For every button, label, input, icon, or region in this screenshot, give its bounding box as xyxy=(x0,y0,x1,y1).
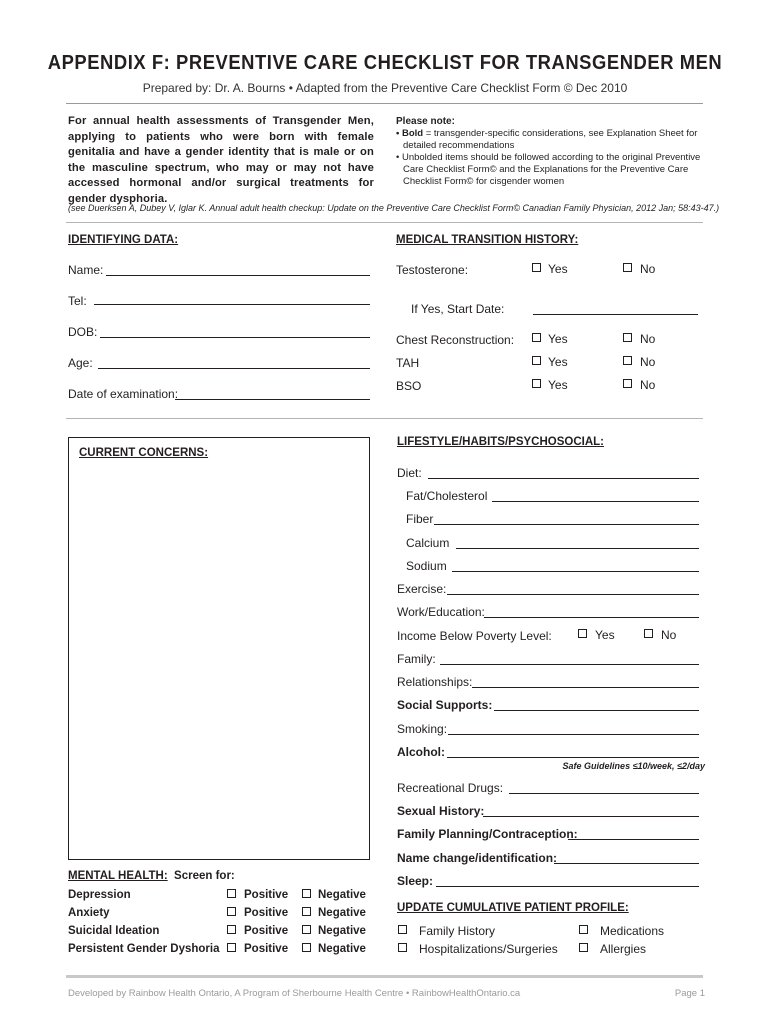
name-change-label: Name change/identification: xyxy=(397,851,558,865)
note-line-1-rest: = transgender-specific considerations, see Explanation Sheet for xyxy=(423,128,698,139)
intro-divider xyxy=(66,222,703,223)
allergies-label: Allergies xyxy=(600,942,647,956)
lifestyle-heading: LIFESTYLE/HABITS/PSYCHOSOCIAL: xyxy=(397,436,605,448)
exercise-field[interactable] xyxy=(447,594,699,595)
anxiety-negative-checkbox[interactable] xyxy=(302,907,311,916)
tah-yes-label: Yes xyxy=(548,355,568,369)
family-label: Family: xyxy=(397,652,436,666)
family-planning-field[interactable] xyxy=(568,839,699,840)
smoking-label: Smoking: xyxy=(397,722,448,736)
sexual-history-field[interactable] xyxy=(483,816,699,817)
social-supports-field[interactable] xyxy=(494,710,699,711)
family-history-checkbox[interactable] xyxy=(398,925,407,934)
tah-label: TAH xyxy=(396,356,420,370)
sleep-field[interactable] xyxy=(436,886,699,887)
alcohol-safe-guidelines: Safe Guidelines ≤10/week, ≤2/day xyxy=(562,761,705,771)
depression-positive-label: Positive xyxy=(244,889,289,901)
gender-dysphoria-label: Persistent Gender Dyshoria xyxy=(68,943,220,955)
chest-label: Chest Reconstruction: xyxy=(396,333,515,347)
note-line-5: Checklist Form© for cisgender women xyxy=(403,176,565,187)
exam-date-label: Date of examination: xyxy=(68,387,179,401)
chest-yes-checkbox[interactable] xyxy=(532,333,541,342)
note-block xyxy=(396,128,706,188)
work-field[interactable] xyxy=(484,617,699,618)
name-field[interactable] xyxy=(106,275,370,276)
bso-yes-checkbox[interactable] xyxy=(532,379,541,388)
work-label: Work/Education: xyxy=(397,605,485,619)
suicidal-ideation-label: Suicidal Ideation xyxy=(68,925,160,937)
income-yes-checkbox[interactable] xyxy=(578,629,587,638)
dob-field[interactable] xyxy=(100,337,370,338)
alcohol-label: Alcohol: xyxy=(397,745,445,759)
note-line-1 xyxy=(396,128,706,140)
mental-health-header xyxy=(68,870,235,882)
income-yes-label: Yes xyxy=(595,628,615,642)
transition-heading: MEDICAL TRANSITION HISTORY: xyxy=(396,234,579,246)
mental-health-heading: MENTAL HEALTH: xyxy=(68,870,168,882)
hospitalizations-label: Hospitalizations/Surgeries xyxy=(419,942,558,956)
medications-label: Medications xyxy=(600,924,665,938)
income-no-checkbox[interactable] xyxy=(644,629,653,638)
footer-divider xyxy=(66,975,703,978)
tah-no-label: No xyxy=(640,355,656,369)
suicidal-positive-label: Positive xyxy=(244,925,289,937)
hospitalizations-checkbox[interactable] xyxy=(398,943,407,952)
anxiety-positive-checkbox[interactable] xyxy=(227,907,236,916)
sleep-label: Sleep: xyxy=(397,874,434,888)
footer-text: Developed by Rainbow Health Ontario, A Program of Sherbourne Health Centre • RainbowHealthOntario.ca xyxy=(68,988,521,999)
diet-field[interactable] xyxy=(428,478,699,479)
allergies-checkbox[interactable] xyxy=(579,943,588,952)
chest-no-label: No xyxy=(640,332,656,346)
family-field[interactable] xyxy=(440,664,699,665)
social-supports-label: Social Supports: xyxy=(397,698,493,712)
page-subtitle: Prepared by: Dr. A. Bourns • Adapted from the Preventive Care Checklist Form © Dec 2010 xyxy=(142,81,628,95)
depression-negative-label: Negative xyxy=(318,889,366,901)
depression-negative-checkbox[interactable] xyxy=(302,889,311,898)
anxiety-label: Anxiety xyxy=(68,907,110,919)
drugs-field[interactable] xyxy=(509,793,699,794)
dysphoria-negative-label: Negative xyxy=(318,943,366,955)
depression-positive-checkbox[interactable] xyxy=(227,889,236,898)
calcium-field[interactable] xyxy=(456,548,699,549)
bso-no-label: No xyxy=(640,378,656,392)
bso-yes-label: Yes xyxy=(548,378,568,392)
anxiety-negative-label: Negative xyxy=(318,907,366,919)
sodium-label: Sodium xyxy=(406,559,447,573)
testosterone-no-checkbox[interactable] xyxy=(623,263,632,272)
page-number: Page 1 xyxy=(674,988,705,999)
fiber-field[interactable] xyxy=(434,524,699,525)
start-date-label: If Yes, Start Date: xyxy=(411,302,505,316)
start-date-field[interactable] xyxy=(533,314,698,315)
profile-heading: UPDATE CUMULATIVE PATIENT PROFILE: xyxy=(397,902,629,914)
alcohol-field[interactable] xyxy=(447,757,699,758)
fat-label: Fat/Cholesterol xyxy=(406,489,488,503)
tel-label: Tel: xyxy=(68,294,87,308)
suicidal-negative-checkbox[interactable] xyxy=(302,925,311,934)
note-line-2: detailed recommendations xyxy=(403,140,515,151)
relationships-label: Relationships: xyxy=(397,675,473,689)
calcium-label: Calcium xyxy=(406,536,450,550)
name-change-field[interactable] xyxy=(554,863,699,864)
testosterone-no-label: No xyxy=(640,262,656,276)
note-heading: Please note: xyxy=(396,116,455,127)
family-planning-label: Family Planning/Contraception: xyxy=(397,827,578,841)
suicidal-positive-checkbox[interactable] xyxy=(227,925,236,934)
note-bold-prefix: • Bold xyxy=(396,128,424,139)
screen-for-label: Screen for: xyxy=(174,870,235,882)
note-line-3: • Unbolded items should be followed according to the original Preventive xyxy=(396,152,701,163)
testosterone-yes-label: Yes xyxy=(548,262,568,276)
tah-no-checkbox[interactable] xyxy=(623,356,632,365)
smoking-field[interactable] xyxy=(448,734,699,735)
diet-label: Diet: xyxy=(397,466,422,480)
depression-label: Depression xyxy=(68,889,131,901)
dob-label: DOB: xyxy=(68,325,98,339)
family-history-label: Family History xyxy=(419,924,496,938)
testosterone-yes-checkbox[interactable] xyxy=(532,263,541,272)
tel-field[interactable] xyxy=(94,304,370,305)
medications-checkbox[interactable] xyxy=(579,925,588,934)
dysphoria-positive-checkbox[interactable] xyxy=(227,943,236,952)
intro-text: For annual health assessments of Transgender Men, applying to patients who were born with female genitalia and have a gender identity that is male or on the masculine spectrum, who may or may not have accessed hormonal and/or surgical treatments for gender dysphoria. xyxy=(68,115,374,205)
chest-yes-label: Yes xyxy=(548,332,568,346)
header-divider xyxy=(66,103,703,104)
chest-no-checkbox[interactable] xyxy=(623,333,632,342)
tah-yes-checkbox[interactable] xyxy=(532,356,541,365)
anxiety-positive-label: Positive xyxy=(244,907,289,919)
dysphoria-negative-checkbox[interactable] xyxy=(302,943,311,952)
name-label: Name: xyxy=(68,263,104,277)
note-line-4: Care Checklist Form© and the Explanations for the Preventive Care xyxy=(403,164,689,175)
dysphoria-positive-label: Positive xyxy=(244,943,289,955)
income-label: Income Below Poverty Level: xyxy=(397,629,552,643)
citation: (see Duerksen A, Dubey V, Iglar K. Annual adult health checkup: Update on the Preventive Care Checklist Form© Canadian Family Physician, 2012 Jan; 58:43-47.) xyxy=(68,202,720,213)
concerns-heading: CURRENT CONCERNS: xyxy=(79,447,209,459)
current-concerns-box[interactable] xyxy=(68,437,370,860)
suicidal-negative-label: Negative xyxy=(318,925,366,937)
exam-date-field[interactable] xyxy=(175,399,370,400)
testosterone-label: Testosterone: xyxy=(396,263,469,277)
exercise-label: Exercise: xyxy=(397,582,447,596)
age-field[interactable] xyxy=(98,368,370,369)
page-title: APPENDIX F: PREVENTIVE CARE CHECKLIST FOR TRANSGENDER MEN xyxy=(47,52,723,74)
sodium-field[interactable] xyxy=(452,571,699,572)
identifying-heading: IDENTIFYING DATA: xyxy=(68,234,179,246)
sexual-history-label: Sexual History: xyxy=(397,804,485,818)
bso-no-checkbox[interactable] xyxy=(623,379,632,388)
section-divider xyxy=(66,418,703,419)
fat-field[interactable] xyxy=(492,501,699,502)
age-label: Age: xyxy=(68,356,93,370)
income-no-label: No xyxy=(661,628,677,642)
relationships-field[interactable] xyxy=(472,687,699,688)
drugs-label: Recreational Drugs: xyxy=(397,781,504,795)
bso-label: BSO xyxy=(396,379,422,393)
fiber-label: Fiber xyxy=(406,512,434,526)
